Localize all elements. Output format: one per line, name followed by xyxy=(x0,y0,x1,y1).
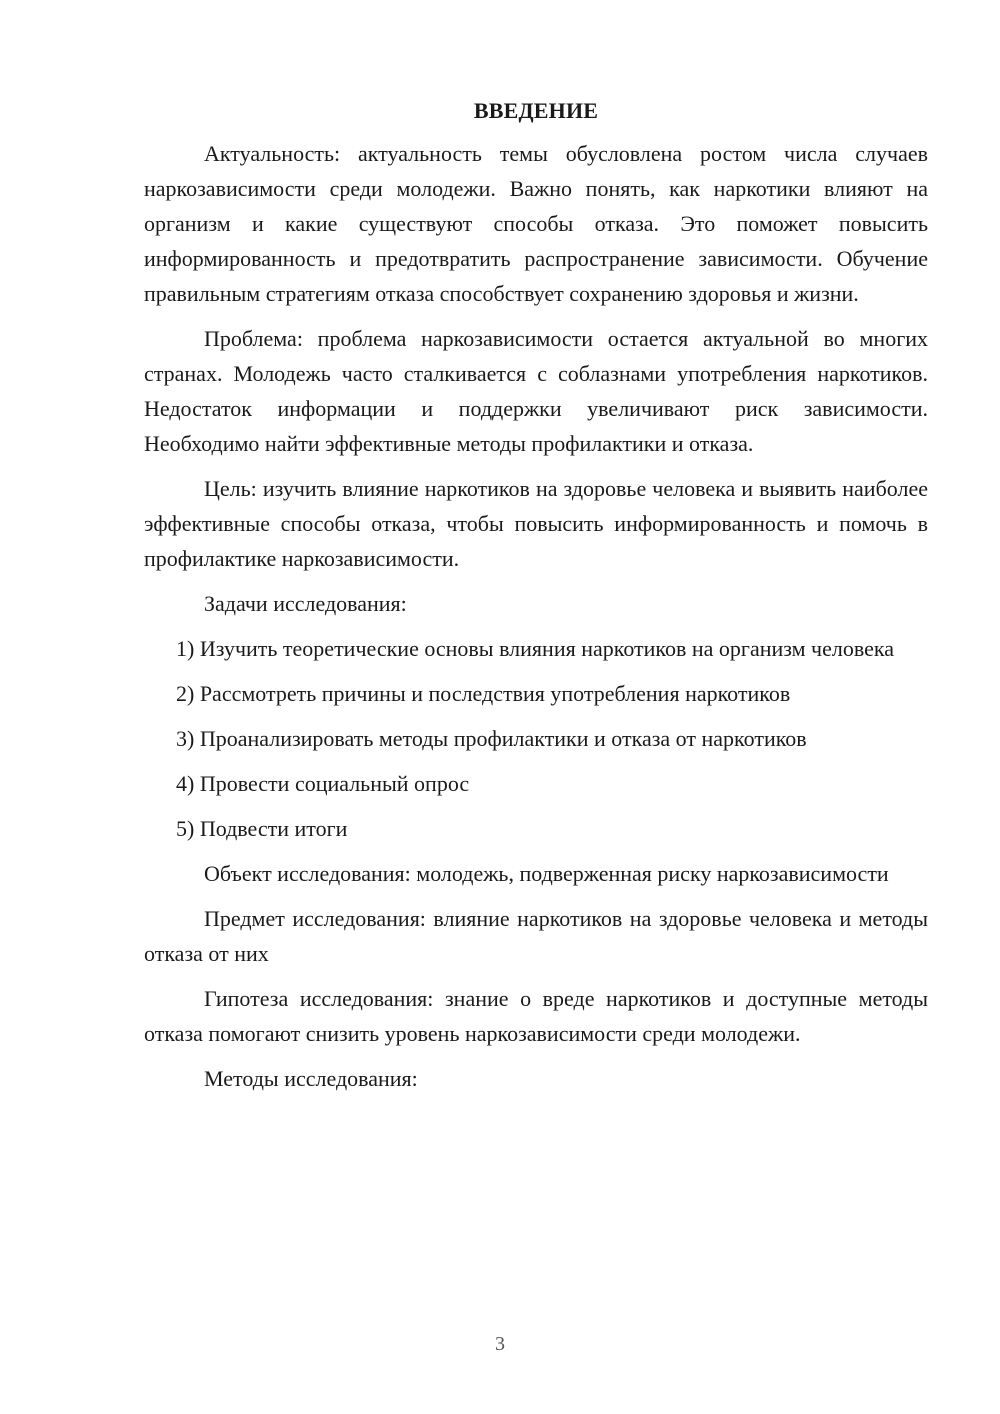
subject-paragraph: Предмет исследования: влияние наркотиков на здоровье человека и методы отказа от них xyxy=(144,906,928,966)
tasks-heading: Задачи исследования: xyxy=(204,591,407,616)
problem-paragraph: Проблема: проблема наркозависимости остается актуальной во многих странах. Молодежь часто сталкивается с соблазнами употребления наркотиков. Недостаток информации и поддержки увеличивают риск зависимости. Необходимо найти эффективные методы профилактики и отказа. xyxy=(144,326,928,456)
task-item: 3) Проанализировать методы профилактики и отказа от наркотиков xyxy=(176,726,807,751)
hypothesis-paragraph: Гипотеза исследования: знание о вреде наркотиков и доступные методы отказа помогают снизить уровень наркозависимости среди молодежи. xyxy=(144,986,928,1046)
task-item: 2) Рассмотреть причины и последствия употребления наркотиков xyxy=(176,681,791,706)
goal-paragraph: Цель: изучить влияние наркотиков на здоровье человека и выявить наиболее эффективные способы отказа, чтобы повысить информированность и помочь в профилактике наркозависимости. xyxy=(144,476,928,571)
relevance-paragraph: Актуальность: актуальность темы обусловлена ростом числа случаев наркозависимости среди молодежи. Важно понять, как наркотики влияют на организм и какие существуют способы отказа. Это поможет повысить информированность и предотвратить распространение зависимости. Обучение правильным стратегиям отказа способствует сохранению здоровья и жизни. xyxy=(144,141,928,306)
task-item: 5) Подвести итоги xyxy=(176,816,348,841)
methods-heading: Методы исследования: xyxy=(204,1066,418,1091)
section-title: ВВЕДЕНИЕ xyxy=(473,98,599,123)
task-item: 1) Изучить теоретические основы влияния наркотиков на организм человека xyxy=(176,636,895,661)
object-paragraph: Объект исследования: молодежь, подверженная риску наркозависимости xyxy=(204,861,889,886)
task-item: 4) Провести социальный опрос xyxy=(176,771,470,796)
page-number: 3 xyxy=(495,1333,505,1355)
document-page xyxy=(144,96,928,1106)
